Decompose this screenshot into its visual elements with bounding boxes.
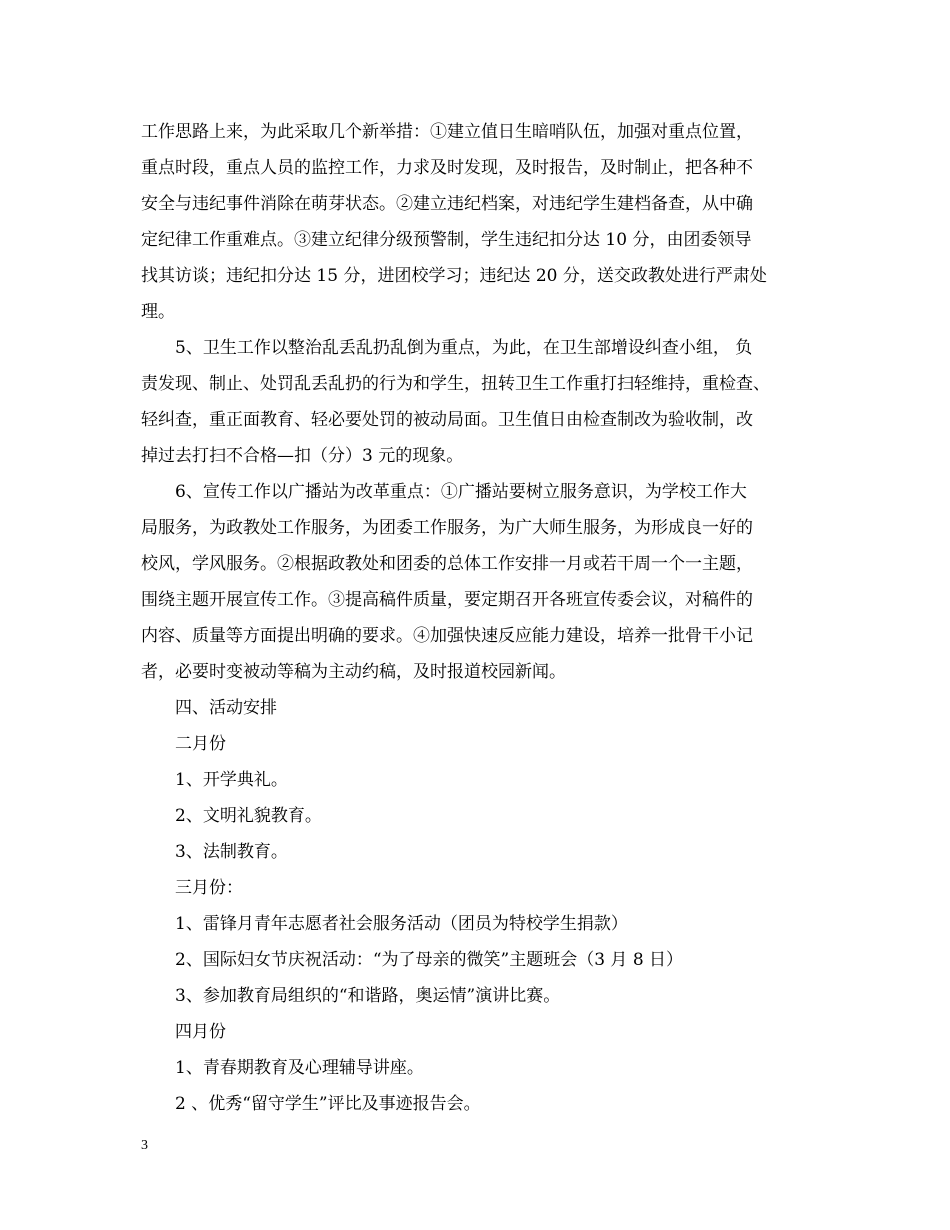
text-line-8: 责发现、制止、处罚乱丢乱扔的行为和学生，扭转卫生工作重打扫轻维持，重检查、 (141, 374, 770, 394)
text-line-1: 工作思路上来，为此采取几个新举措：①建立值日生暗哨队伍，加强对重点位置， (141, 122, 753, 142)
list-item: 1、开学典礼。 (175, 770, 288, 790)
text-line-13: 校风，学风服务。②根据政教处和团委的总体工作安排一月或若干周一个一主题， (141, 554, 753, 574)
text-line-3: 安全与违纪事件消除在萌芽状态。②建立违纪档案，对违纪学生建档备查，从中确 (141, 194, 753, 214)
list-item: 3、参加教育局组织的“和谐路，奥运情”演讲比赛。 (175, 986, 561, 1006)
text-line-14: 围绕主题开展宣传工作。③提高稿件质量，要定期召开各班宣传委会议，对稿件的 (141, 590, 753, 610)
text-line-6: 理。 (141, 302, 175, 322)
month-heading-april: 四月份 (175, 1022, 226, 1042)
month-heading-march: 三月份： (175, 878, 243, 898)
text-line-11: 6、宣传工作以广播站为改革重点：①广播站要树立服务意识，为学校工作大 (175, 482, 747, 502)
list-item: 2 、优秀“留守学生”评比及事迹报告会。 (175, 1094, 481, 1114)
text-line-9: 轻纠查，重正面教育、轻必要处罚的被动局面。卫生值日由检查制改为验收制，改 (141, 410, 753, 430)
page-number: 3 (141, 1138, 148, 1153)
text-line-15: 内容、质量等方面提出明确的要求。④加强快速反应能力建设，培养一批骨干小记 (141, 626, 753, 646)
text-line-7: 5、卫生工作以整治乱丢乱扔乱倒为重点，为此，在卫生部增设纠查小组， 负 (175, 338, 753, 358)
month-heading-february: 二月份 (175, 734, 226, 754)
list-item: 2、国际妇女节庆祝活动：“为了母亲的微笑”主题班会（3 月 8 日） (175, 950, 684, 970)
section-heading-activities: 四、活动安排 (175, 698, 277, 718)
text-line-10: 掉过去打扫不合格—扣（分）3 元的现象。 (141, 446, 464, 466)
text-line-16: 者，必要时变被动等稿为主动约稿，及时报道校园新闻。 (141, 662, 566, 682)
document-body (141, 114, 831, 1122)
text-line-12: 局服务，为政教处工作服务，为团委工作服务，为广大师生服务，为形成良一好的 (141, 518, 753, 538)
list-item: 1、雷锋月青年志愿者社会服务活动（团员为特校学生捐款） (175, 914, 628, 934)
list-item: 2、文明礼貌教育。 (175, 806, 322, 826)
list-item: 3、法制教育。 (175, 842, 288, 862)
text-line-4: 定纪律工作重难点。③建立纪律分级预警制，学生违纪扣分达 10 分，由团委领导 (141, 230, 752, 250)
text-line-5: 找其访谈；违纪扣分达 15 分，进团校学习；违纪达 20 分，送交政教处进行严肃处 (141, 266, 767, 286)
list-item: 1、青春期教育及心理辅导讲座。 (175, 1058, 424, 1078)
text-line-2: 重点时段，重点人员的监控工作，力求及时发现，及时报告，及时制止，把各种不 (141, 158, 753, 178)
